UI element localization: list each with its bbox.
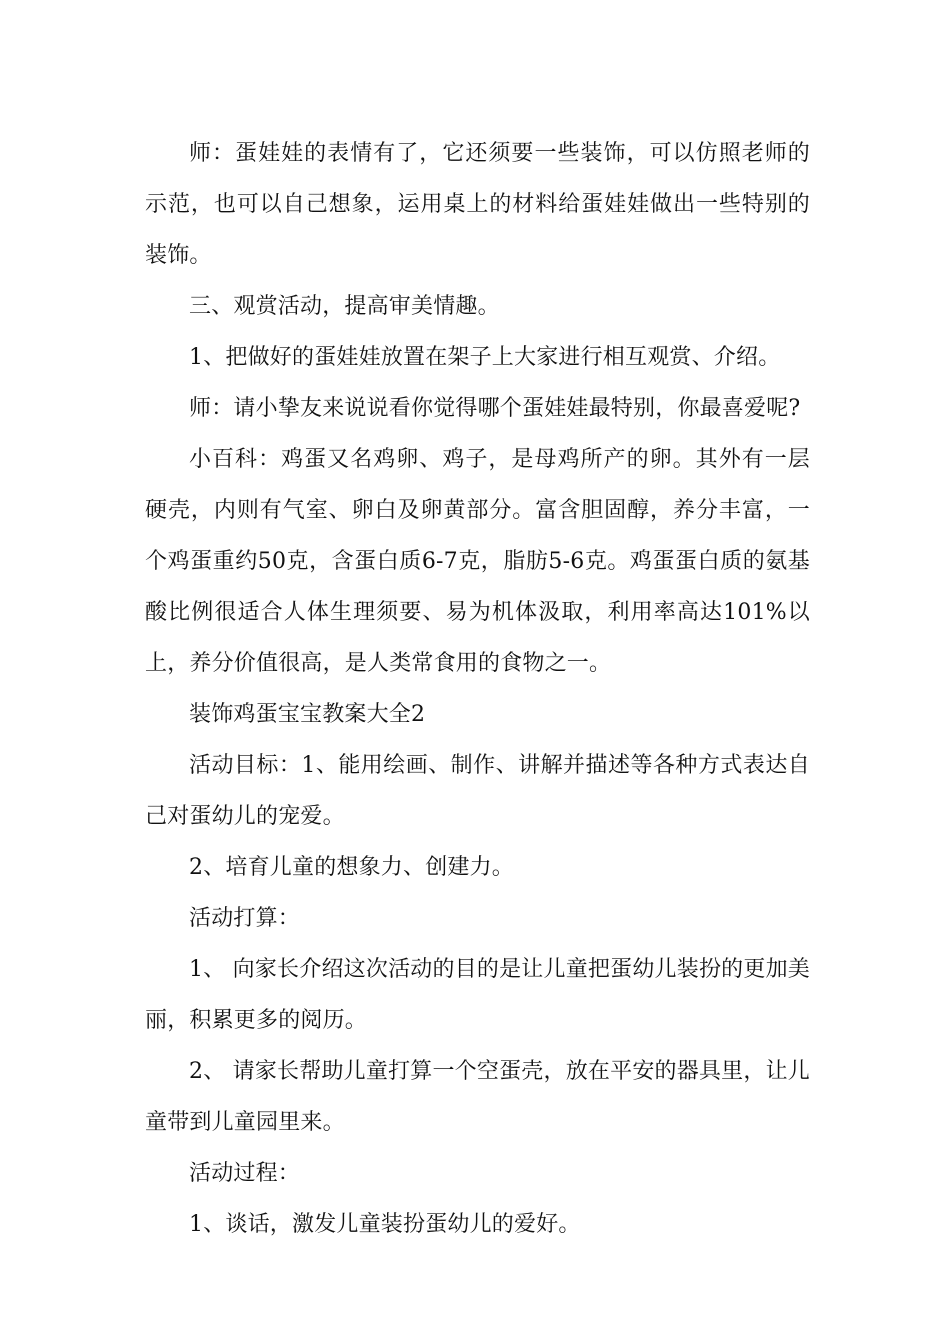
- paragraph-process-1: 1、谈话，激发儿童装扮蛋幼儿的爱好。: [189, 1212, 581, 1237]
- paragraph-teacher-question: 师：请小挚友来说说看你觉得哪个蛋娃娃最特别，你最喜爱呢?: [189, 396, 801, 421]
- paragraph-section-three-heading: 三、观赏活动，提高审美情趣。: [189, 294, 500, 319]
- paragraph-activity-preparation-heading: 活动打算：: [189, 906, 301, 931]
- paragraph-display-on-shelf: 1、把做好的蛋娃娃放置在架子上大家进行相互观赏、介绍。: [189, 345, 781, 370]
- paragraph-activity-goal-1: 活动目标：1、能用绘画、制作、讲解并描述等各种方式表达自己对蛋幼儿的宠爱。: [145, 753, 810, 829]
- document-body: [145, 128, 810, 1250]
- paragraph-activity-goal-2: 2、培育儿童的想象力、创建力。: [189, 855, 514, 880]
- paragraph-activity-process-heading: 活动过程：: [189, 1161, 301, 1186]
- paragraph-preparation-2: 2、 请家长帮助儿童打算一个空蛋壳，放在平安的器具里，让儿童带到儿童园里来。: [145, 1059, 810, 1135]
- paragraph-encyclopedia-egg: 小百科：鸡蛋又名鸡卵、鸡子，是母鸡所产的卵。其外有一层硬壳，内则有气室、卵白及卵黄部分。富含胆固醇，养分丰富，一个鸡蛋重约50克，含蛋白质6-7克，脂肪5-6克。鸡蛋蛋白质的氨基酸比例很适合人体生理须要、易为机体汲取，利用率高达101%以上，养分价值很高，是人类常食用的食物之一。: [145, 447, 810, 676]
- paragraph-preparation-1: 1、 向家长介绍这次活动的目的是让儿童把蛋幼儿装扮的更加美丽，积累更多的阅历。: [145, 957, 810, 1033]
- paragraph-lesson-title-2: 装饰鸡蛋宝宝教案大全2: [189, 702, 426, 727]
- paragraph-teacher-decoration: 师：蛋娃娃的表情有了，它还须要一些装饰，可以仿照老师的示范，也可以自己想象，运用桌上的材料给蛋娃娃做出一些特别的装饰。: [145, 141, 810, 268]
